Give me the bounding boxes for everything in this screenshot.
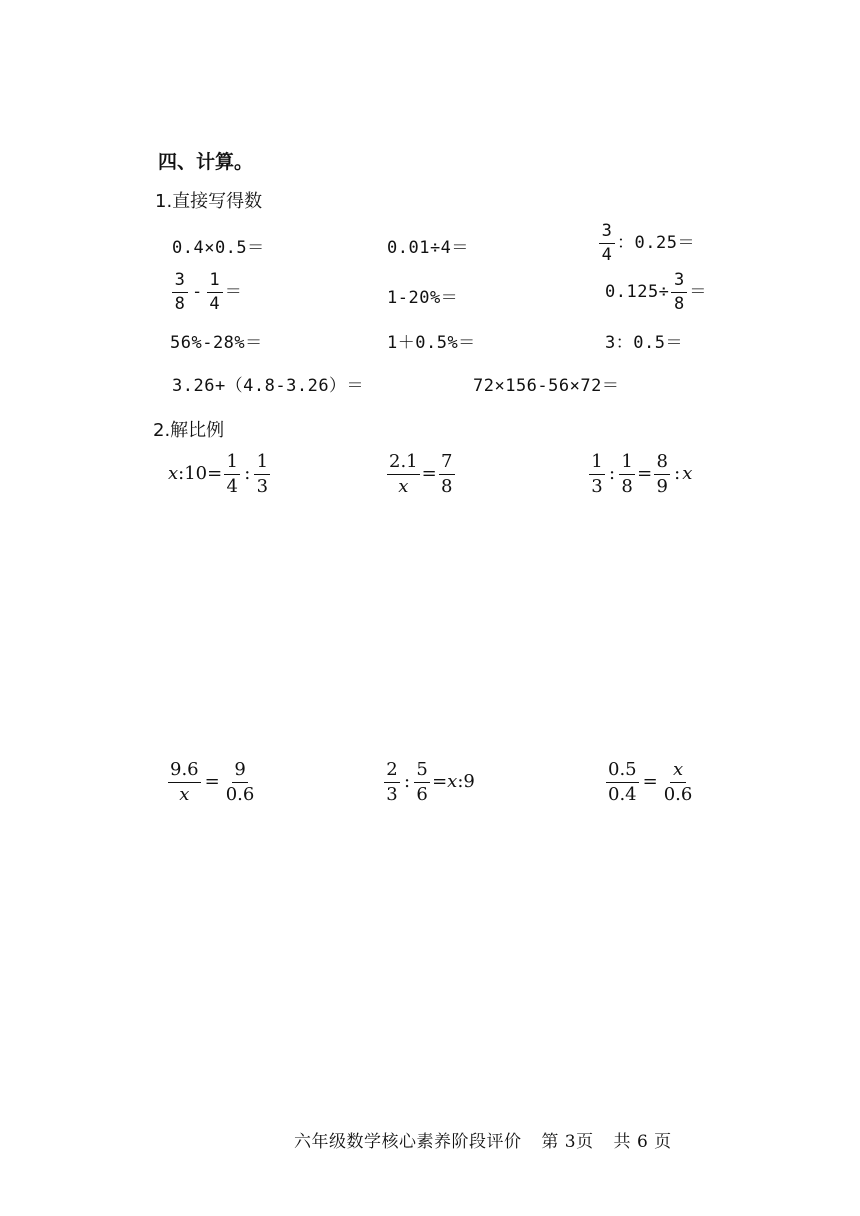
calc-item: 1＋0.5%＝ — [387, 333, 476, 353]
denominator: 0.6 — [225, 783, 255, 805]
calc-item — [170, 271, 242, 313]
numerator: 2 — [384, 760, 400, 783]
ratio-colon: : — [674, 463, 681, 485]
numerator: 1 — [254, 452, 270, 475]
proportion-equation — [604, 760, 696, 805]
fraction — [224, 760, 257, 805]
fraction — [662, 760, 695, 805]
denominator: 9 — [656, 475, 668, 497]
numerator: x — [670, 760, 686, 783]
numerator: 1 — [224, 452, 240, 475]
fraction — [207, 271, 223, 313]
equals: ＝ — [224, 281, 243, 302]
numerator: 9.6 — [168, 760, 201, 783]
ratio-colon: : — [178, 463, 185, 485]
denominator: x — [398, 475, 409, 497]
numerator: 9 — [232, 760, 248, 783]
equals: = — [421, 463, 437, 485]
denominator: 8 — [174, 293, 186, 314]
equals: = — [432, 771, 448, 793]
expr-text: 10= — [184, 463, 223, 485]
proportion-equation — [168, 452, 272, 497]
fraction — [414, 760, 430, 805]
fraction — [224, 452, 240, 497]
calc-item: 3：0.5＝ — [605, 333, 683, 353]
denominator: 0.4 — [608, 783, 637, 805]
denominator: 8 — [674, 293, 685, 314]
fraction — [589, 452, 605, 497]
variable-x: x — [447, 771, 458, 793]
fraction — [387, 452, 420, 497]
calc-item: 56%-28%＝ — [170, 333, 263, 353]
denominator: 4 — [226, 475, 238, 497]
calc-item: 0.01÷4＝ — [387, 238, 469, 258]
expr-text: 0.125÷ — [605, 281, 670, 302]
numerator: 0.5 — [606, 760, 639, 783]
expr-text: ：0.25＝ — [617, 232, 695, 253]
numerator: 3 — [599, 222, 615, 244]
proportion-equation — [385, 452, 457, 497]
numerator: 7 — [439, 452, 455, 475]
fraction — [168, 760, 201, 805]
fraction — [384, 760, 400, 805]
equals: ＝ — [689, 281, 707, 302]
equals: = — [637, 463, 653, 485]
ratio-colon: : — [457, 771, 464, 793]
ratio-colon: : — [404, 771, 411, 793]
calc-item: 0.4×0.5＝ — [172, 238, 265, 258]
footer-title: 六年级数学核心素养阶段评价 — [294, 1132, 522, 1152]
numerator: 8 — [654, 452, 670, 475]
fraction — [654, 452, 670, 497]
page-total: 共 6 页 — [613, 1132, 672, 1152]
fraction — [172, 271, 188, 313]
proportion-equation — [587, 452, 692, 497]
numerator: 1 — [207, 271, 223, 293]
proportion-equation — [166, 760, 258, 805]
calc-item: 72×156-56×72＝ — [473, 376, 620, 396]
denominator: 4 — [601, 244, 613, 265]
expr-text: 9 — [463, 771, 475, 793]
fraction — [619, 452, 635, 497]
calc-item — [605, 271, 707, 313]
operator: - — [192, 281, 203, 302]
equals: = — [204, 771, 220, 793]
denominator: 0.6 — [663, 783, 693, 805]
numerator: 1 — [589, 452, 605, 475]
numerator: 5 — [414, 760, 430, 783]
denominator: 3 — [256, 475, 269, 497]
part2-title: 2.解比例 — [153, 420, 225, 441]
part1-title: 1.直接写得数 — [155, 191, 263, 212]
fraction — [671, 271, 687, 313]
fraction — [439, 452, 455, 497]
fraction — [254, 452, 270, 497]
denominator: 3 — [591, 475, 603, 497]
ratio-colon: : — [244, 463, 251, 485]
numerator: 3 — [671, 271, 687, 293]
section-title: 四、计算。 — [158, 151, 254, 173]
denominator: 8 — [621, 475, 633, 497]
ratio-colon: : — [609, 463, 616, 485]
calc-item: 3.26+（4.8-3.26）＝ — [172, 376, 365, 396]
numerator: 1 — [619, 452, 635, 475]
variable-x: x — [682, 463, 693, 485]
numerator: 2.1 — [387, 452, 420, 475]
denominator: 8 — [441, 475, 453, 497]
denominator: 3 — [386, 783, 398, 805]
denominator: 4 — [209, 293, 221, 314]
calc-item: 1-20%＝ — [387, 288, 459, 308]
denominator: x — [179, 783, 190, 805]
denominator: 6 — [416, 783, 428, 805]
equals: = — [642, 771, 658, 793]
page-footer — [294, 1127, 672, 1152]
numerator: 3 — [172, 271, 188, 293]
fraction — [599, 222, 615, 264]
proportion-equation — [382, 760, 475, 805]
page-number: 第 3页 — [541, 1132, 594, 1152]
variable-x: x — [168, 463, 179, 485]
calc-item — [597, 222, 695, 264]
fraction — [606, 760, 639, 805]
